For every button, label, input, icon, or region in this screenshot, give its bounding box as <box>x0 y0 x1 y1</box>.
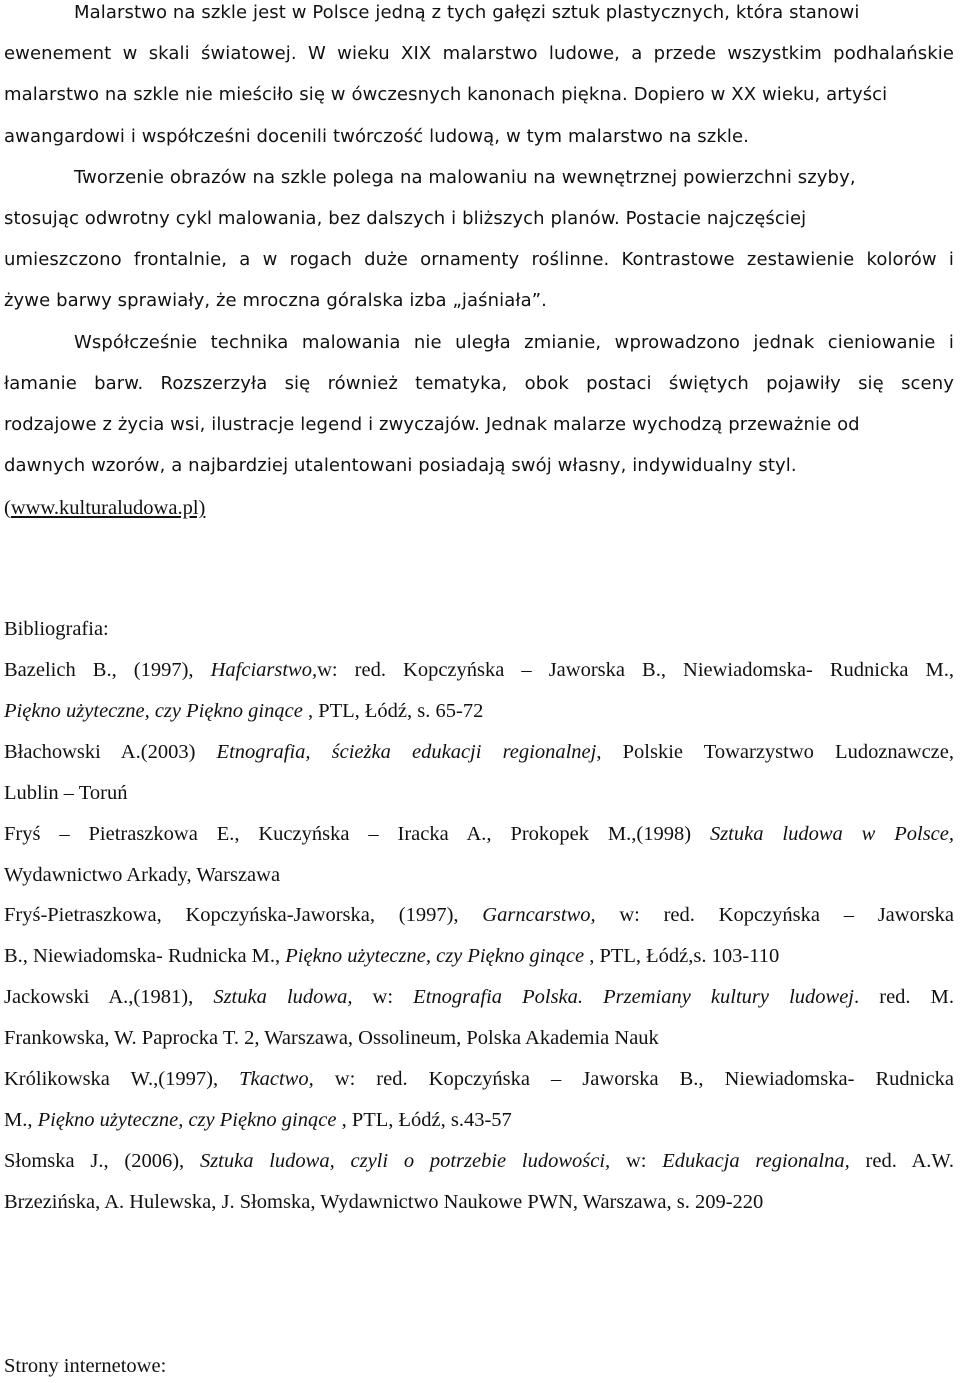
text-segment: dawnych wzorów, a najbardziej utalentowani posiadają swój własny, indywidualny styl. <box>4 455 797 477</box>
text-segment: Malarstwo na szkle jest w Polsce jedną z tych gałęzi sztuk plastycznych, która stanowi <box>74 2 860 23</box>
text-segment: ewenement w skali światowej. W wieku XIX malarstwo ludowe, a przede wszystkim podhalańskie <box>4 43 954 65</box>
italic-title-text: Edukacja regionalna, <box>662 1149 850 1172</box>
websites-heading: Strony internetowe: <box>4 1355 167 1377</box>
italic-title-text: Sztuka ludowa w Polsce, <box>709 822 954 845</box>
bibliography-entry-line <box>4 660 954 681</box>
text-segment: w: red. Kopczyńska – Jaworska B., Niewiadomska- Rudnicka M., <box>317 659 954 681</box>
bibliography-entry-line <box>4 783 954 804</box>
bibliography-entry-line <box>4 1110 954 1131</box>
paragraph-line <box>74 331 954 353</box>
source-link[interactable]: www.kulturaludowa.pl) <box>10 497 206 520</box>
text-segment: łamanie barw. Rozszerzyła się również tematyka, obok postaci świętych pojawiły się sceny <box>4 372 954 394</box>
paragraph-line <box>4 210 954 228</box>
text-segment: rodzajowe z życia wsi, ilustracje legend i zwyczajów. Jednak malarze wychodzą przeważnie od <box>4 414 860 435</box>
text-segment: Tworzenie obrazów na szkle polega na malowaniu na wewnętrznej powierzchni szyby, <box>74 166 856 188</box>
bibliography-entry-line <box>4 1069 954 1090</box>
bibliography-entry-line <box>4 1028 954 1049</box>
text-segment: ( <box>4 497 11 520</box>
italic-title-text: Garncarstwo, <box>482 904 596 927</box>
text-segment: B., Niewiadomska- Rudnicka M., <box>4 945 286 968</box>
text-segment: w: <box>352 986 414 1009</box>
text-segment: , PTL, Łódź, s.43-57 <box>336 1108 512 1131</box>
text-segment: Bazelich B., (1997), <box>4 659 211 681</box>
paragraph-line <box>4 416 954 434</box>
paragraph-line <box>4 372 954 394</box>
text-segment: M., <box>4 1108 38 1131</box>
text-segment: Królikowska W.,(1997), <box>4 1068 240 1090</box>
italic-title-text: Piękno użyteczne, czy Piękno ginące <box>285 945 585 968</box>
paragraph-line <box>74 166 954 188</box>
bibliography-entry-line <box>4 1151 954 1172</box>
italic-title-text: Etnografia Polska. Przemiany kultury ludowej <box>413 986 855 1009</box>
paragraph-line <box>4 498 954 519</box>
text-segment: . red. M. <box>854 986 955 1009</box>
bibliography-entry-line <box>4 946 954 967</box>
text-segment: żywe barwy sprawiały, że mroczna góralska izba „jaśniała”. <box>4 290 547 312</box>
bibliography-entry-line <box>4 1192 954 1213</box>
text-segment: Wydawnictwo Arkady, Warszawa <box>4 863 281 886</box>
text-segment: , PTL, Łódź,s. 103-110 <box>584 945 780 968</box>
text-segment: , Polskie Towarzystwo Ludoznawcze, <box>596 740 955 763</box>
bibliography-entry-line <box>4 701 954 722</box>
bibliography-entry-line <box>4 865 954 886</box>
text-segment: , PTL, Łódź, s. 65-72 <box>302 699 484 722</box>
text-segment: Jackowski A.,(1981), <box>4 986 214 1009</box>
paragraph-line <box>4 457 954 475</box>
bibliography-heading: Bibliografia: <box>4 618 109 640</box>
text-segment: malarstwo na szkle nie mieściło się w ówczesnych kanonach piękna. Dopiero w XX wieku, artyści <box>4 84 888 106</box>
text-segment: stosując odwrotny cykl malowania, bez dalszych i bliższych planów. Postacie najczęściej <box>4 208 807 229</box>
paragraph-line <box>4 45 954 63</box>
paragraph-line <box>4 292 954 310</box>
text-segment: red. A.W. <box>849 1149 954 1172</box>
text-segment: umieszczono frontalnie, a w rogach duże ornamenty roślinne. Kontrastowe zestawienie kolorów i <box>4 249 954 271</box>
italic-title-text: Piękno użyteczne, czy Piękno ginące <box>4 699 303 722</box>
text-segment: w: red. Kopczyńska – Jaworska <box>595 904 954 927</box>
italic-title-text: Sztuka ludowa, czyli o potrzebie ludowości, <box>199 1149 611 1172</box>
text-segment: Frankowska, W. Paprocka T. 2, Warszawa, Ossolineum, Polska Akademia Nauk <box>4 1027 659 1050</box>
italic-title-text: Piękno użyteczne, czy Piękno ginące <box>37 1108 337 1131</box>
text-segment: Fryś – Pietraszkowa E., Kuczyńska – Iracka A., Prokopek M.,(1998) <box>4 822 710 845</box>
bibliography-entry-line <box>4 905 954 926</box>
text-segment: awangardowi i współcześni docenili twórczość ludową, w tym malarstwo na szkle. <box>4 125 749 147</box>
bibliography-entry-line <box>4 742 954 763</box>
italic-title-text: Etnografia, ścieżka edukacji regionalnej <box>216 740 597 763</box>
text-segment: w: <box>610 1149 663 1172</box>
bibliography-entry-line <box>4 987 954 1008</box>
text-segment: Fryś-Pietraszkowa, Kopczyńska-Jaworska, (1997), <box>4 904 483 927</box>
text-segment: Słomska J., (2006), <box>4 1149 200 1172</box>
text-segment: Współcześnie technika malowania nie uległa zmianie, wprowadzono jednak cieniowanie i <box>74 331 954 353</box>
paragraph-line <box>4 125 954 147</box>
text-segment: Brzezińska, A. Hulewska, J. Słomska, Wydawnictwo Naukowe PWN, Warszawa, s. 209-220 <box>4 1190 764 1213</box>
text-segment: w: red. Kopczyńska – Jaworska B., Niewiadomska- Rudnicka <box>313 1068 955 1090</box>
bibliography-entry-line <box>4 824 954 845</box>
text-segment: Lublin – Toruń <box>4 781 128 804</box>
paragraph-line <box>74 4 954 22</box>
italic-title-text: Sztuka ludowa, <box>213 986 353 1009</box>
italic-title-text: Hafciarstwo, <box>210 659 318 681</box>
paragraph-line <box>4 86 954 104</box>
text-segment: Błachowski A.(2003) <box>4 740 217 763</box>
italic-title-text: Tkactwo, <box>239 1068 314 1090</box>
paragraph-line <box>4 251 954 269</box>
